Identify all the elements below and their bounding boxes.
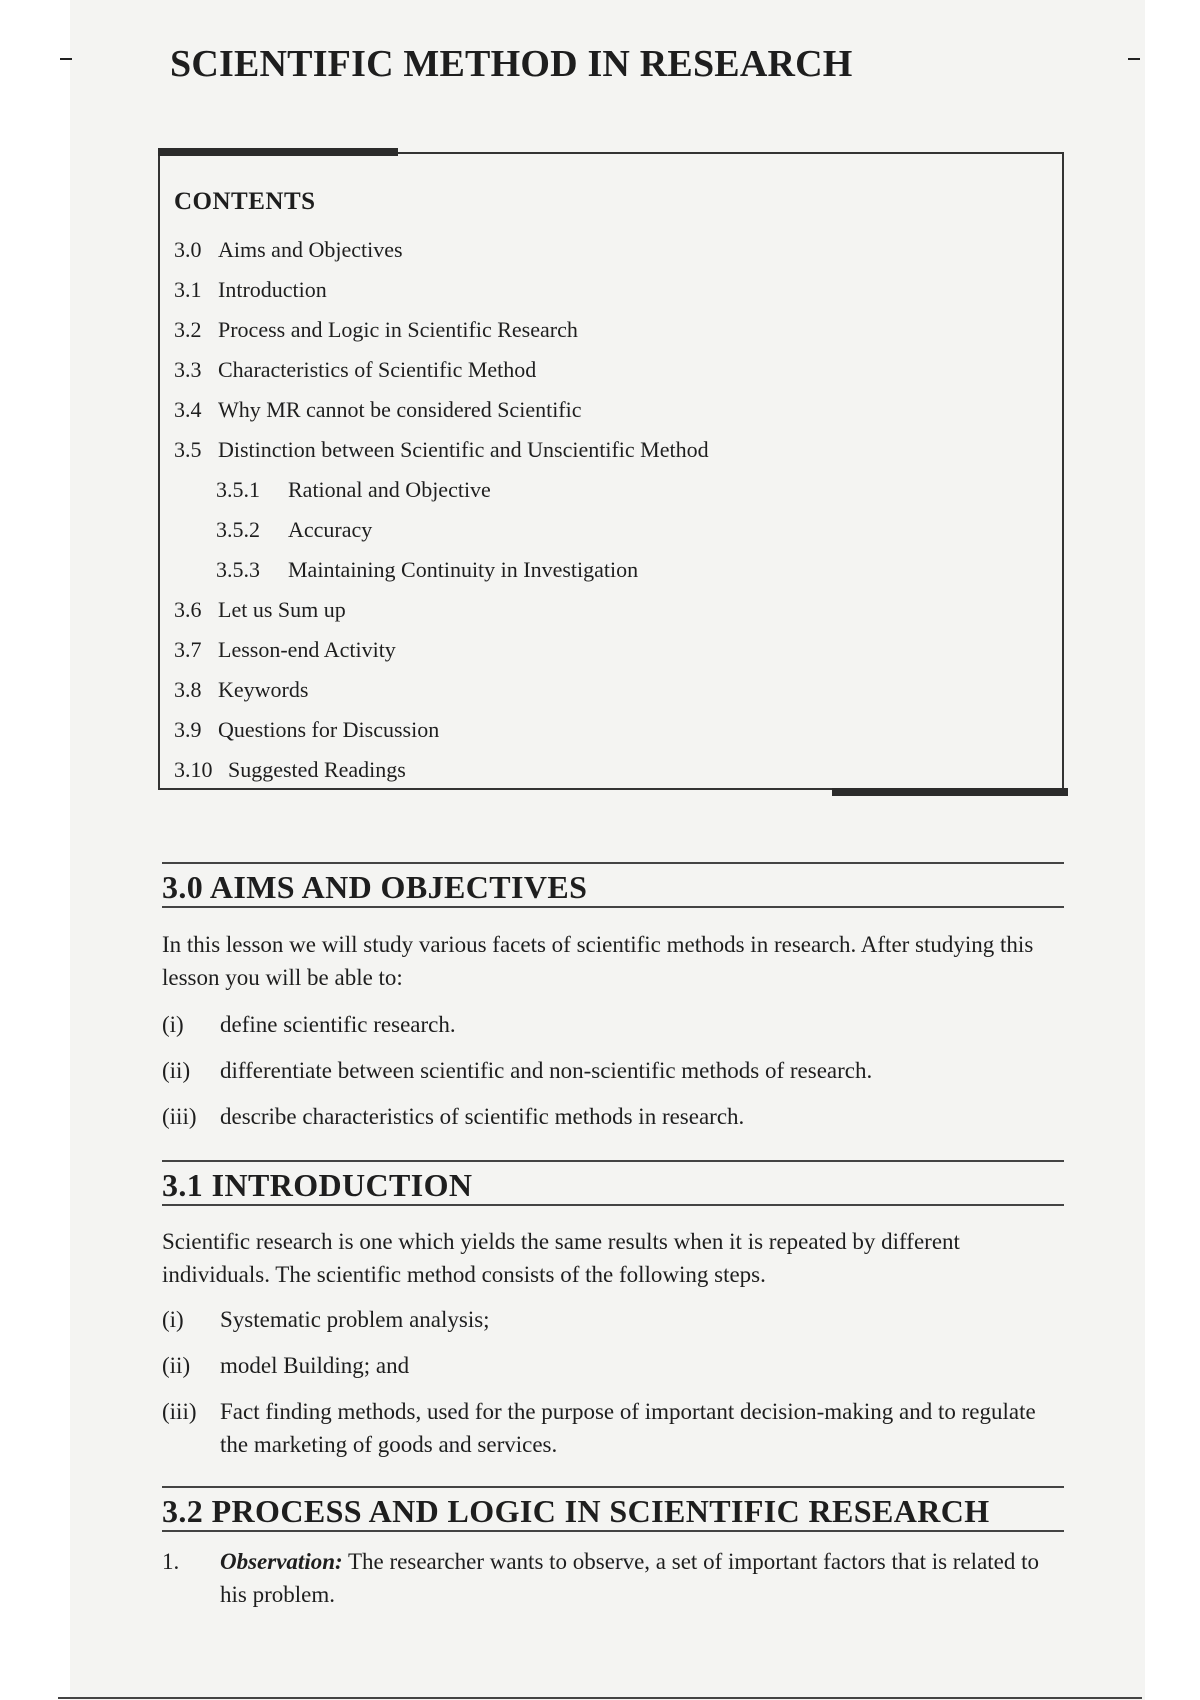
toc-item[interactable]: 3.10 Suggested Readings (174, 757, 406, 782)
introduction-list (162, 1303, 1064, 1461)
toc-item[interactable]: 3.3 Characteristics of Scientific Method (174, 357, 537, 382)
page-title: SCIENTIFIC METHOD IN RESEARCH (170, 43, 853, 85)
heading-rule-bottom (162, 1530, 1064, 1532)
section-title: 3.1 INTRODUCTION (162, 1167, 473, 1203)
observation-label: Observation: (220, 1549, 343, 1574)
section-title: 3.0 AIMS AND OBJECTIVES (162, 869, 588, 905)
toc-item[interactable]: 3.4 Why MR cannot be considered Scientific (174, 397, 582, 422)
aims-section-heading (162, 862, 1064, 908)
toc-item[interactable]: 3.5 Distinction between Scientific and Unscientific Method (174, 437, 709, 462)
toc-subitem[interactable]: 3.5.1 Rational and Objective (216, 477, 491, 502)
toc-item[interactable]: 3.0 Aims and Objectives (174, 237, 403, 262)
list-item: 1. Observation: The researcher wants to observe, a set of important factors that is related to his problem. (162, 1549, 1040, 1607)
toc-item[interactable]: 3.6 Let us Sum up (174, 597, 346, 622)
list-item: (ii) differentiate between scientific and non-scientific methods of research. (162, 1058, 873, 1083)
contents-top-bar (158, 148, 398, 156)
toc-item[interactable]: 3.2 Process and Logic in Scientific Research (174, 317, 578, 342)
list-item: (ii) model Building; and (162, 1353, 410, 1378)
introduction-intro: Scientific research is one which yields the same results when it is repeated by different individuals. The scientific method consists of the following steps. (162, 1229, 960, 1287)
toc-item[interactable]: 3.1 Introduction (174, 277, 327, 302)
left-edge-mark (60, 58, 72, 60)
toc-subitem[interactable]: 3.5.2 Accuracy (216, 517, 373, 542)
heading-rule-bottom (162, 1204, 1064, 1206)
contents-box (158, 152, 1064, 790)
toc-item[interactable]: 3.7 Lesson-end Activity (174, 637, 396, 662)
toc-item[interactable]: 3.8 Keywords (174, 677, 309, 702)
heading-rule-bottom (162, 906, 1064, 908)
contents-list (174, 230, 1052, 790)
list-item: (i) define scientific research. (162, 1012, 456, 1037)
process-list (162, 1545, 1064, 1611)
list-item: (iii) Fact finding methods, used for the purpose of important decision-making and to regulate the marketing of goods and services. (162, 1399, 1036, 1457)
introduction-section-heading (162, 1160, 1064, 1206)
aims-list (162, 1008, 1064, 1133)
right-edge-mark (1128, 58, 1140, 60)
section-title: 3.2 PROCESS AND LOGIC IN SCIENTIFIC RESEARCH (162, 1493, 990, 1529)
contents-heading: CONTENTS (174, 188, 316, 215)
list-item: (iii) describe characteristics of scientific methods in research. (162, 1104, 745, 1129)
toc-item[interactable]: 3.9 Questions for Discussion (174, 717, 440, 742)
toc-subitem[interactable]: 3.5.3 Maintaining Continuity in Investigation (216, 557, 639, 582)
process-section-heading (162, 1486, 1064, 1532)
bottom-rule (58, 1697, 1142, 1699)
list-item: (i) Systematic problem analysis; (162, 1307, 490, 1332)
aims-intro: In this lesson we will study various facets of scientific methods in research. After studying this lesson you will be able to: (162, 932, 1034, 990)
